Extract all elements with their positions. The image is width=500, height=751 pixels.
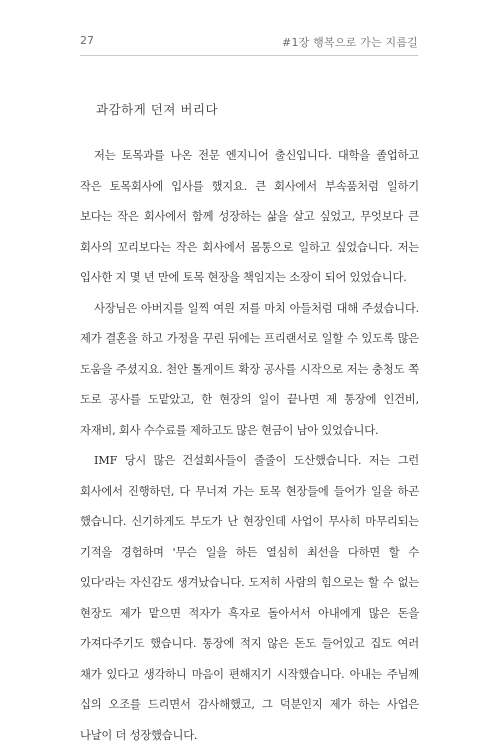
page-number: 27 — [80, 34, 94, 47]
section-title: 과감하게 던져 버리다 — [96, 102, 219, 117]
running-head: #1장 행복으로 가는 지름길 — [282, 36, 418, 49]
page-header — [80, 34, 418, 52]
paragraph: IMF 당시 많은 건설회사들이 줄줄이 도산했습니다. 저는 그런 회사에서 진행하던, 다 무너져 가는 토목 현장들에 들어가 일을 하곤 했습니다. 신기하게도 부도가 난 현장인데 사업이 무사히 마무리되는 기적을 경험하며 '무슨 일을 하든 열심히 최선을 다하면 할 수 있다'라는 자신감도 생겨났습니다. 도저히 사람의 힘으로는 할 수 없는 현장도 제가 맡으면 적자가 흑자로 돌아서서 아내에게 많은 돈을 가져다주기도 했습니다. 통장에 적지 않은 돈도 들어있고 집도 여러 채가 있다고 생각하니 마음이 편해지기 시작했습니다. 아내는 주님께 십의 오조를 드리면서 감사해했고, 그 덕분인지 제가 하는 사업은 나날이 더 성장했습니다. — [80, 454, 419, 742]
header-divider — [80, 55, 418, 56]
paragraph: 저는 토목과를 나온 전문 엔지니어 출신입니다. 대학을 졸업하고 작은 토목회사에 입사를 했지요. 큰 회사에서 부속품처럼 일하기 보다는 작은 회사에서 함께 성장하는 삶을 살고 싶었고, 무엇보다 큰 회사의 꼬리보다는 작은 회사에서 몸통으로 일하고 싶었습니다. 저는 입사한 지 몇 년 만에 토목 현장을 책임지는 소장이 되어 있었습니다. — [80, 149, 419, 284]
body-text — [80, 141, 419, 751]
paragraph: 사장님은 아버지를 일찍 여읜 저를 마치 아들처럼 대해 주셨습니다. 제가 결혼을 하고 가정을 꾸린 뒤에는 프리랜서로 일할 수 있도록 많은 도움을 주셨지요. 천안 톨게이트 확장 공사를 시작으로 저는 충청도 쪽 도로 공사를 도맡았고, 한 현장의 일이 끝나면 제 통장에 인건비, 자재비, 회사 수수료를 제하고도 많은 현금이 남아 있었습니다. — [80, 301, 419, 437]
